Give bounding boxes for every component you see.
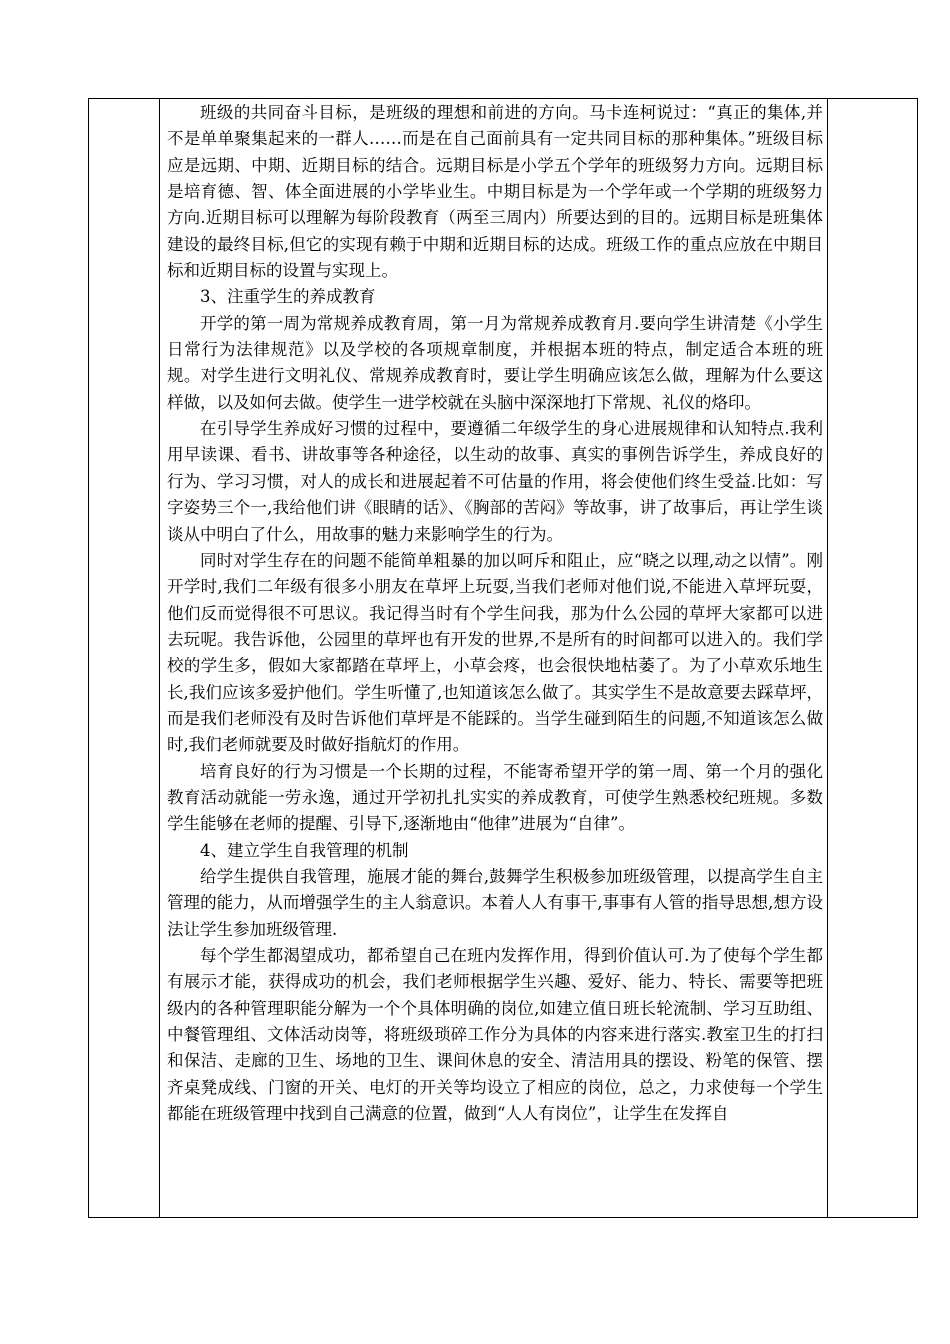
paragraph-lawn-example: 同时对学生存在的问题不能简单粗暴的加以呵斥和阻止，应“晓之以理,动之以情”。刚开学时,我们二年级有很多小朋友在草坪上玩耍,当我们老师对他们说,不能进入草坪玩耍，他们反而觉得很不可思议。我记得当时有个学生问我，那为什么公园的草坪大家都可以进去玩呢。我告诉他，公园里的草坪也有开发的世界,不是所有的时间都可以进入的。我们学校的学生多，假如大家都踏在草坪上，小草会疼，也会很快地枯萎了。为了小草欢乐地生长,我们应该多爱护他们。学生听懂了,也知道该怎么做了。其实学生不是故意要去踩草坪，而是我们老师没有及时告诉他们草坪是不能踩的。当学生碰到陌生的问题,不知道该怎么做时,我们老师就要及时做好指航灯的作用。 <box>167 550 823 755</box>
paragraph-first-week: 开学的第一周为常规养成教育周，第一月为常规养成教育月.要向学生讲清楚《小学生日常行为法律规范》以及学校的各项规章制度，并根据本班的特点，制定适合本班的班规。对学生进行文明礼仪、常规养成教育时，要让学生明确应该怎么做，理解为什么要这样做，以及如何去做。使学生一进学校就在头脑中深深地打下常规、礼仪的烙印。 <box>167 313 823 412</box>
paragraph-guiding-habits: 在引导学生养成好习惯的过程中，要遵循二年级学生的身心进展规律和认知特点.我利用早读课、看书、讲故事等各种途径，以生动的故事、真实的事例告诉学生，养成良好的行为、学习习惯，对人的成长和进展起着不可估量的作用，将会使他们终生受益.比如：写字姿势三个一,我给他们讲《眼睛的话》、《胸部的苦闷》等故事，讲了故事后，再让学生谈谈从中明白了什么，用故事的魅力来影响学生的行为。 <box>167 419 823 544</box>
paragraph-class-goals: 班级的共同奋斗目标，是班级的理想和前进的方向。马卡连柯说过：“真正的集体,并不是单单聚集起来的一群人……而是在自己面前具有一定共同目标的那种集体。”班级目标应是远期、中期、近期目标的结合。远期目标是小学五个学年的班级努力方向。远期目标是培育德、智、体全面进展的小学毕业生。中期目标是为一个学年或一个学期的班级努力方向.近期目标可以理解为每阶段教育（两至三周内）所要达到的目的。远期目标是班集体建设的最终目标,但它的实现有赖于中期和近期目标的达成。班级工作的重点应放在中期目标和近期目标的设置与实现上。 <box>167 103 823 281</box>
paragraph-self-management-stage: 给学生提供自我管理，施展才能的舞台,鼓舞学生积极参加班级管理，以提高学生自主管理的能力，从而增强学生的主人翁意识。本着人人有事干,事事有人管的指导思想,想方设法让学生参加班级管理. <box>167 866 823 939</box>
document-table <box>88 98 918 1218</box>
table-left-column-divider <box>159 99 160 1217</box>
content-cell <box>167 99 823 1127</box>
section-heading-self-management: 4、建立学生自我管理的机制 <box>200 840 409 860</box>
paragraph-class-positions: 每个学生都渴望成功，都希望自己在班内发挥作用，得到价值认可.为了使每个学生都有展示才能，获得成功的机会，我们老师根据学生兴趣、爱好、能力、特长、需要等把班级内的各种管理职能分解为一个个具体明确的岗位,如建立值日班长轮流制、学习互助组、中餐管理组、文体活动岗等，将班级琐碎工作分为具体的内容来进行落实.教室卫生的打扫和保洁、走廊的卫生、场地的卫生、课间休息的安全、清洁用具的摆设、粉笔的保管、摆齐桌凳成线、门窗的开关、电灯的开关等均设立了相应的岗位，总之，力求使每一个学生都能在班级管理中找到自己满意的位置，做到“人人有岗位”，让学生在发挥自 <box>167 946 823 1124</box>
section-heading-habit-education: 3、注重学生的养成教育 <box>200 287 376 307</box>
paragraph-long-term-process: 培育良好的行为习惯是一个长期的过程，不能寄希望开学的第一周、第一个月的强化教育活动就能一劳永逸，通过开学初扎扎实实的养成教育，可使学生熟悉校纪班规。多数学生能够在老师的提醒、引导下,逐渐地由“他律”进展为“自律”。 <box>167 761 823 834</box>
table-right-column-divider <box>827 99 828 1217</box>
